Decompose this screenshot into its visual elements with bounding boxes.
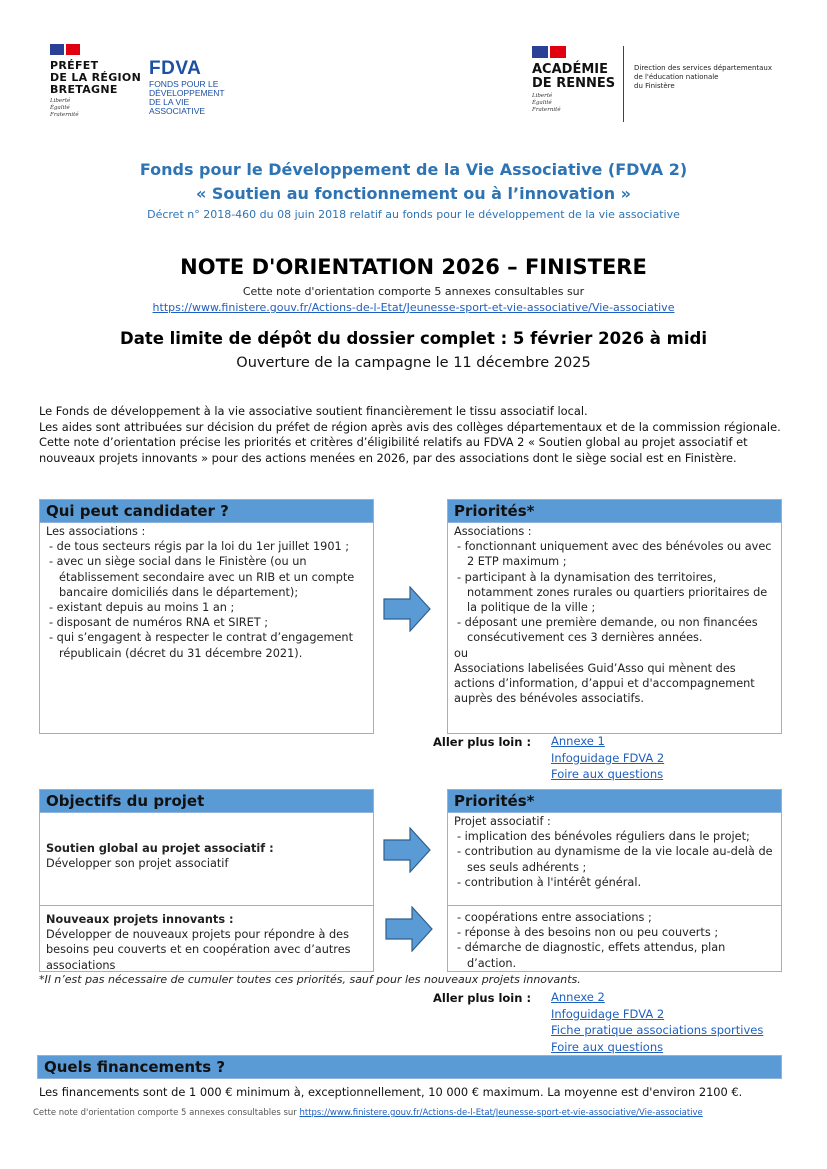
priority-item: - contribution à l'intérêt général. (454, 875, 775, 890)
annex-2-link[interactable]: Annexe 2 (551, 990, 605, 1004)
innovative-priorities-list (454, 910, 775, 971)
right-arrow-icon (385, 906, 433, 952)
intro-text (39, 404, 784, 466)
faq-link[interactable]: Foire aux questions (551, 1039, 664, 1054)
fdva-logo (149, 58, 225, 116)
who-can-apply-box (39, 499, 374, 734)
fund-title: Fonds pour le Développement de la Vie Associative (FDVA 2) (139, 160, 688, 179)
page-footer (33, 1108, 703, 1118)
sports-associations-sheet-link[interactable]: Fiche pratique associations sportives (551, 1023, 764, 1037)
right-arrow-icon (383, 827, 431, 873)
fdva-acronym: FDVA (149, 58, 202, 79)
priority-item: - déposant une première demande, ou non financées consécutivement ces 3 dernières années. (454, 615, 775, 645)
footer-url-link[interactable]: https://www.finistere.gouv.fr/Actions-de-l-Etat/Jeunesse-sport-et-vie-associative/Vie-associative (299, 1108, 703, 1118)
devise-line: Fraternité (532, 107, 561, 113)
global-priorities-list (454, 829, 775, 890)
global-support-title: Soutien global au projet associatif : (46, 842, 274, 855)
academie-logo (532, 46, 615, 114)
priority-item: - implication des bénévoles réguliers dans le projet; (454, 829, 775, 844)
priorities-lead: Projet associatif : (454, 815, 551, 828)
logo-divider (623, 46, 624, 122)
prefet-logo (50, 44, 141, 119)
fund-subtitle: « Soutien au fonctionnement ou à l’innovation » (195, 184, 632, 203)
who-can-apply-lead: Les associations : (46, 525, 146, 538)
objectives-box (39, 789, 374, 972)
intro-paragraph: Cette note d’orientation précise les priorités et critères d’éligibilité relatifs au FDVA 2 « Soutien global au projet associatif et nouveaux projets innovants » pour des actions menées en 2026, par des associations dont le siège social est en Finistère. (39, 435, 748, 465)
priorities-box-2 (447, 789, 782, 972)
campaign-opening: Ouverture de la campagne le 11 décembre 2025 (236, 355, 591, 371)
fdva-subtitle-line: FONDS POUR LE (149, 79, 219, 89)
right-arrow-icon (383, 586, 431, 632)
eligibility-item: - de tous secteurs régis par la loi du 1er juillet 1901 ; (46, 539, 367, 554)
priority-item: - démarche de diagnostic, effets attendus, plan d’action. (454, 940, 775, 970)
who-can-apply-heading: Qui peut candidater ? (40, 500, 373, 523)
devise-line: Liberté (50, 98, 71, 104)
service-line: de l'éducation nationale (634, 73, 719, 81)
french-flag-icon (532, 46, 566, 58)
global-support-text: Développer son projet associatif (46, 857, 229, 871)
intro-paragraph: Le Fonds de développement à la vie associative soutient financièrement le tissu associatif local. (39, 404, 588, 418)
devise-line: Fraternité (50, 112, 79, 118)
eligibility-item: - disposant de numéros RNA et SIRET ; (46, 615, 367, 630)
annex-note: Cette note d'orientation comporte 5 annexes consultables sur (242, 285, 585, 298)
eligibility-list (46, 539, 367, 661)
fdva-subtitle-line: ASSOCIATIVE (149, 106, 206, 116)
decree-reference: Décret n° 2018-460 du 08 juin 2018 relatif au fonds pour le développement de la vie associative (147, 208, 680, 221)
service-line: Direction des services départementaux (634, 64, 773, 72)
innovative-projects-text: Développer de nouveaux projets pour répondre à des besoins peu couverts et en coopération avec d’autres associations (46, 928, 351, 972)
prefet-title-line: BRETAGNE (50, 83, 118, 96)
annex-1-link[interactable]: Annexe 1 (551, 734, 605, 748)
prefet-title-line: PRÉFET (50, 59, 99, 72)
devise-line: Égalité (50, 105, 70, 111)
funding-text: Les financements sont de 1 000 € minimum à, exceptionnellement, 10 000 € maximum. La moyenne est d'environ 2100 €. (39, 1085, 743, 1099)
priorities-list (454, 539, 775, 645)
priority-item: - participant à la dynamisation des territoires, notamment zones rurales ou quartiers prioritaires de la politique de la ville ; (454, 570, 775, 616)
priority-item: - fonctionnant uniquement avec des bénévoles ou avec 2 ETP maximum ; (454, 539, 775, 569)
priorities-footnote: *Il n’est pas nécessaire de cumuler toutes ces priorités, sauf pour les nouveaux projets innovants. (39, 973, 581, 986)
priorities-or: ou (454, 646, 469, 660)
intro-paragraph: Les aides sont attribuées sur décision du préfet de région après avis des collèges départementaux et de la commission régionale. (39, 419, 781, 434)
footer-text: Cette note d'orientation comporte 5 annexes consultables sur (33, 1108, 300, 1118)
priority-item: - contribution au dynamisme de la vie locale au-delà de ses seuls adhérents ; (454, 844, 775, 874)
eligibility-item: - qui s’engagent à respecter le contrat d’engagement républicain (décret du 31 décembre 2021). (46, 630, 367, 660)
academie-title-line: DE RENNES (532, 76, 616, 91)
further-reading-label: Aller plus loin : (433, 991, 532, 1005)
service-line: du Finistère (634, 82, 675, 90)
priorities-lead: Associations : (454, 525, 532, 538)
priorities-heading: Priorités* (448, 790, 781, 813)
innovative-projects-title: Nouveaux projets innovants : (46, 913, 234, 926)
further-reading-label: Aller plus loin : (433, 735, 532, 749)
academie-title-line: ACADÉMIE (532, 62, 608, 77)
priority-item: - réponse à des besoins non ou peu couverts ; (454, 925, 775, 940)
priorities-box-1 (447, 499, 782, 734)
fdva-subtitle-line: DÉVELOPPEMENT (149, 88, 225, 98)
priority-item: - coopérations entre associations ; (454, 910, 775, 925)
eligibility-item: - avec un siège social dans le Finistère (ou un établissement secondaire avec un RIB et un compte bancaire domiciliés dans le département); (46, 554, 367, 600)
guidasso-text: Associations labelisées Guid’Asso qui mènent des actions d’information, d’appui et d'accompagnement auprès des bénévoles associatifs. (454, 661, 755, 706)
funding-heading: Quels financements ? (37, 1055, 782, 1079)
priorities-heading: Priorités* (448, 500, 781, 523)
fdva-subtitle-line: DE LA VIE (149, 97, 190, 107)
further-reading-links (551, 989, 763, 1055)
infoguidage-link[interactable]: Infoguidage FDVA 2 (551, 750, 665, 765)
faq-link[interactable]: Foire aux questions (551, 767, 664, 781)
annex-url-link[interactable]: https://www.finistere.gouv.fr/Actions-de-l-Etat/Jeunesse-sport-et-vie-associative/Vie-associative (152, 301, 675, 314)
further-reading-links (551, 733, 664, 783)
prefet-title-line: DE LA RÉGION (50, 71, 142, 84)
french-flag-icon (50, 44, 80, 55)
infoguidage-link[interactable]: Infoguidage FDVA 2 (551, 1006, 665, 1021)
page-title: NOTE D'ORIENTATION 2026 – FINISTERE (180, 255, 647, 279)
objectives-heading: Objectifs du projet (40, 790, 373, 813)
dsden-service (634, 64, 772, 91)
deadline: Date limite de dépôt du dossier complet : 5 février 2026 à midi (120, 329, 707, 348)
eligibility-item: - existant depuis au moins 1 an ; (46, 600, 367, 615)
devise-line: Liberté (532, 93, 553, 99)
devise-line: Égalité (532, 100, 552, 106)
